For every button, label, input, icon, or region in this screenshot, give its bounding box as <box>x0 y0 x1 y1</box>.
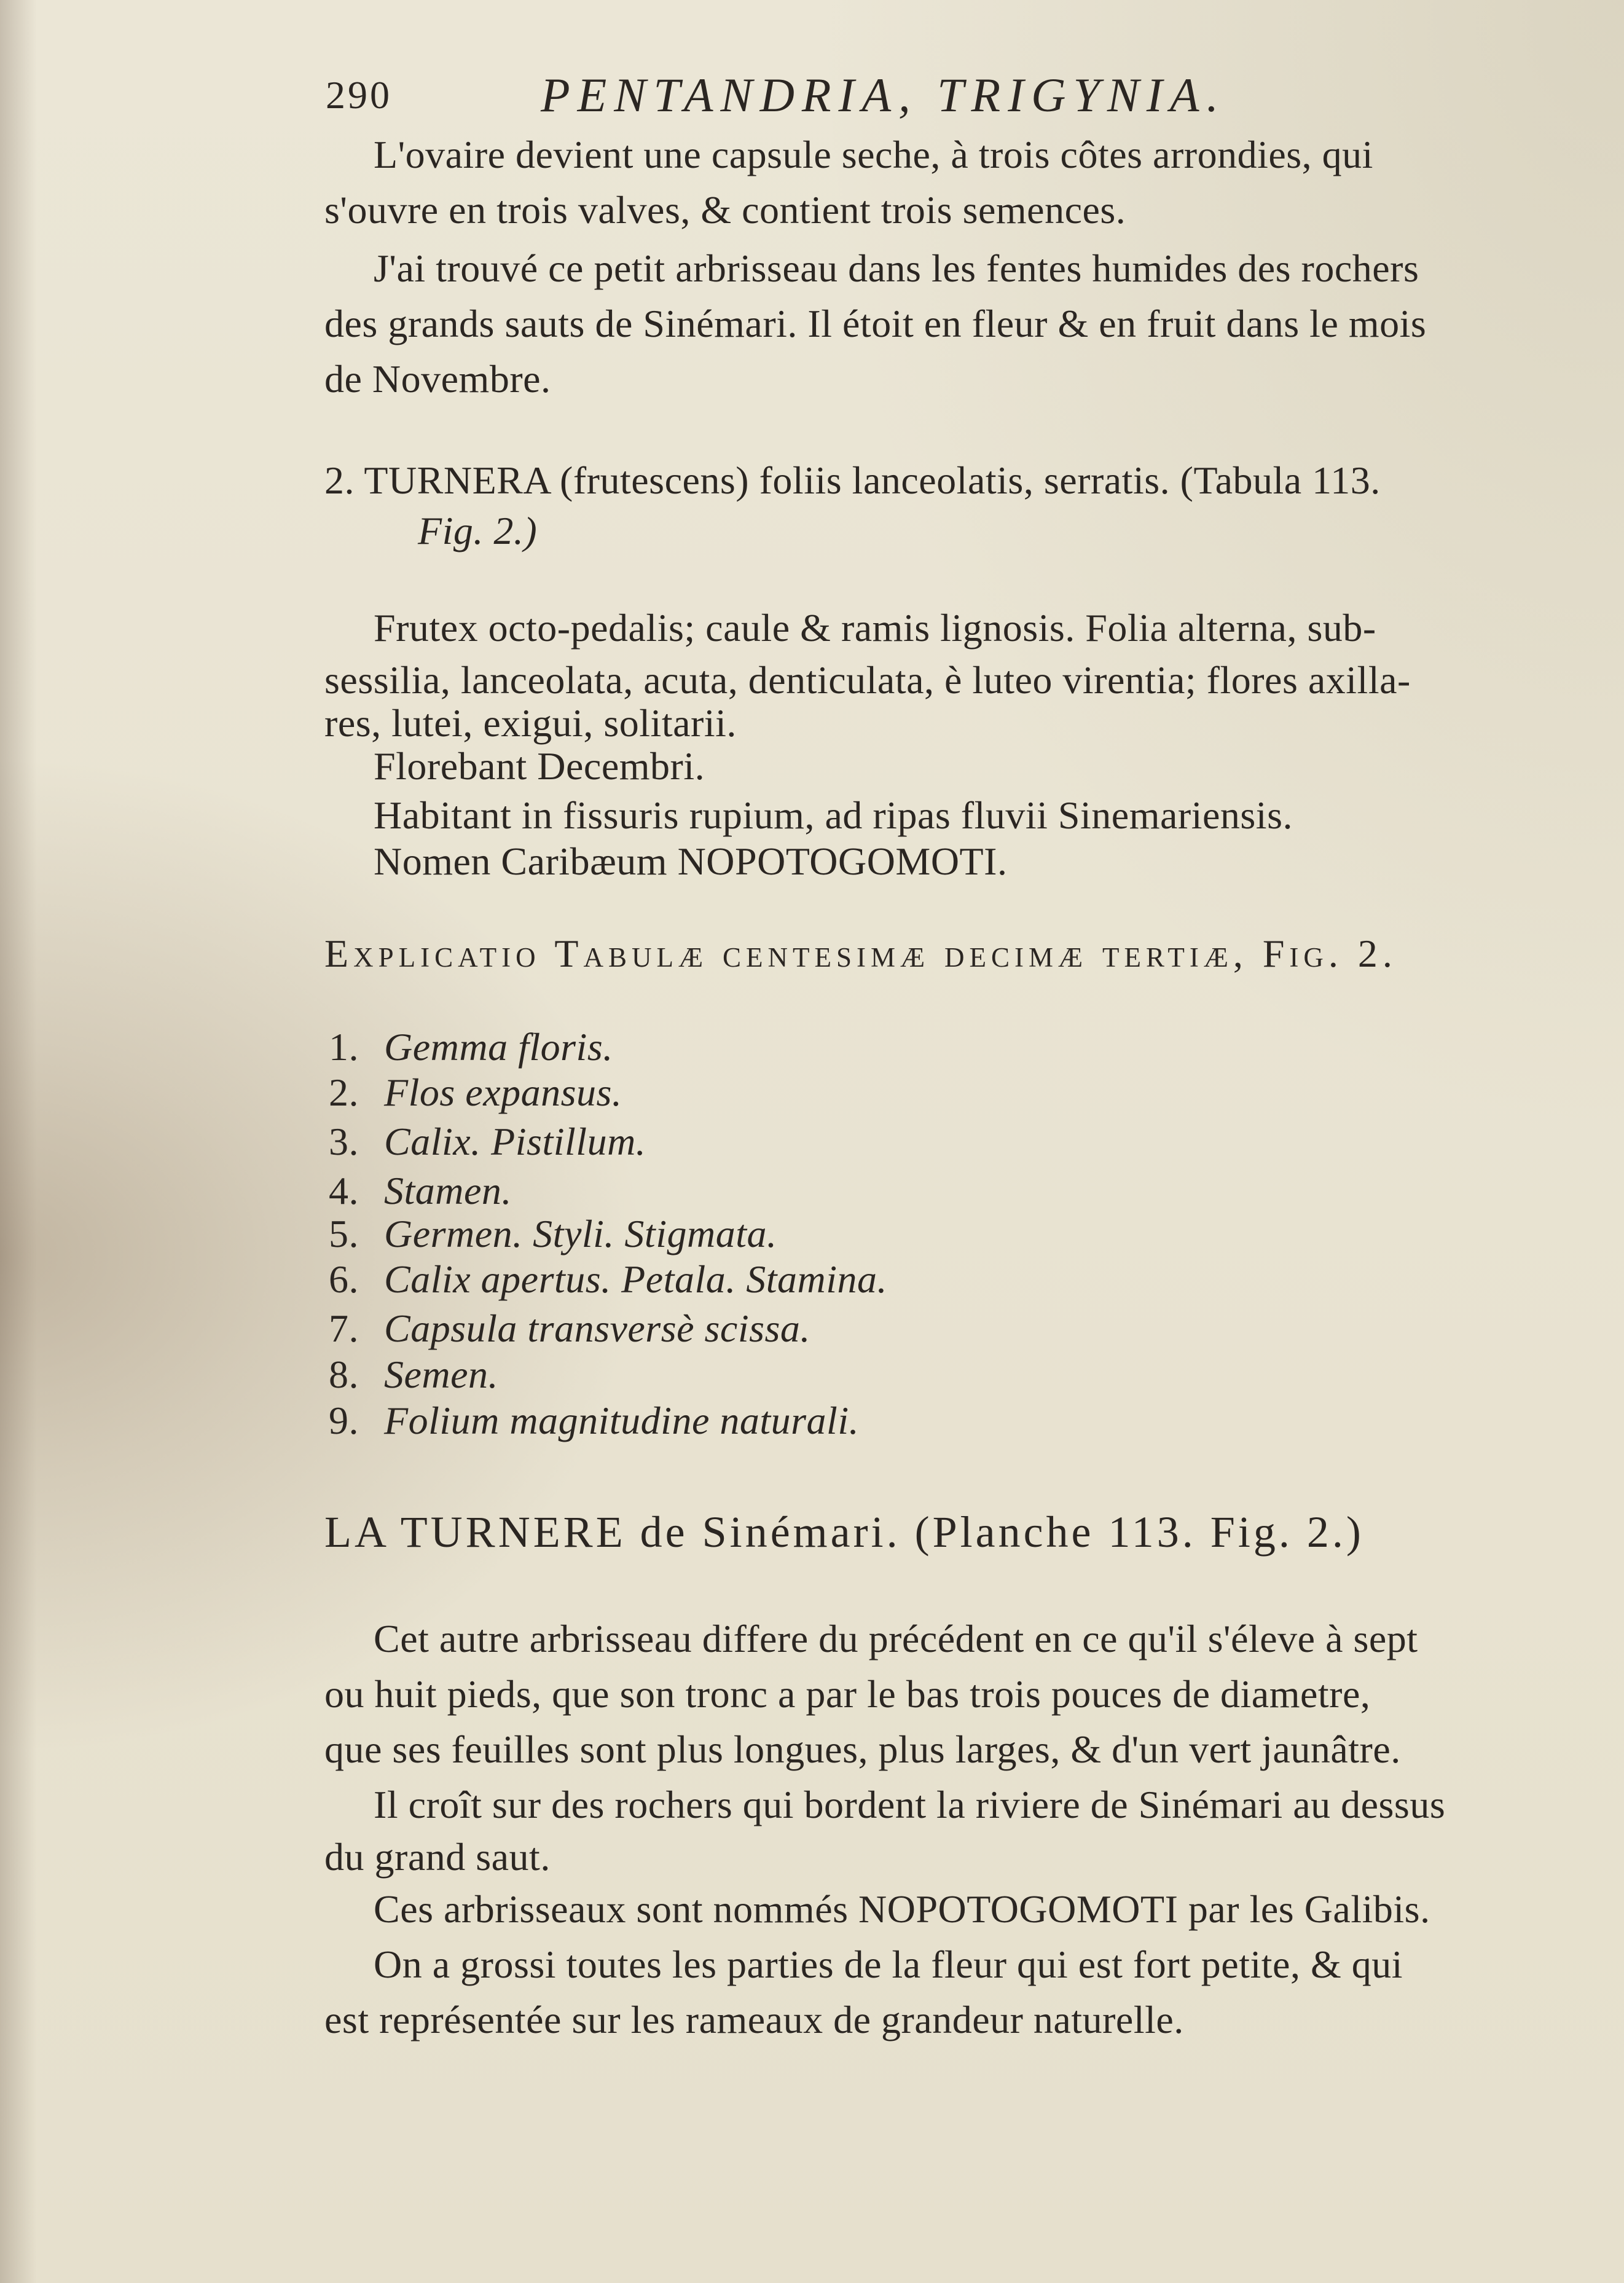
explicatio-item: 1. Gemma floris. <box>329 1025 613 1069</box>
explicatio-item: 8. Semen. <box>329 1353 499 1396</box>
french-line7: On a grossi toutes les parties de la fleur qui est fort petite, & qui <box>374 1943 1403 1986</box>
french-line5: du grand saut. <box>324 1835 551 1879</box>
explicatio-item: 6. Calix apertus. Petala. Stamina. <box>329 1257 887 1301</box>
para1-line1: L'ovaire devient une capsule seche, à trois côtes arrondies, qui <box>374 133 1373 176</box>
page-number: 290 <box>326 73 392 117</box>
explicatio-item: 5. Germen. Styli. Stigmata. <box>329 1212 777 1255</box>
explicatio-heading: Explicatio Tabulæ centesimæ decimæ tertiæ, Fig. 2. <box>324 932 1397 975</box>
explicatio-item: 4. Stamen. <box>329 1169 512 1212</box>
explicatio-item: 2. Flos expansus. <box>329 1071 622 1114</box>
explicatio-item: 9. Folium magnitudine naturali. <box>329 1399 860 1442</box>
page-header-title: PENTANDRIA, TRIGYNIA. <box>541 68 1226 122</box>
latin-line6: Nomen Caribæum NOPOTOGOMOTI. <box>374 839 1008 883</box>
para1-line2: s'ouvre en trois valves, & contient trois semences. <box>324 188 1126 232</box>
para2-line3: de Novembre. <box>324 357 551 401</box>
french-section-title: LA TURNERE de Sinémari. (Planche 113. Fig. 2.) <box>324 1507 1364 1557</box>
para2-line1: J'ai trouvé ce petit arbrisseau dans les fentes humides des rochers <box>374 246 1419 290</box>
french-line1: Cet autre arbrisseau differe du précédent en ce qu'il s'éleve à sept <box>374 1617 1418 1660</box>
latin-line5: Habitant in fissuris rupium, ad ripas fluvii Sinemariensis. <box>374 793 1293 837</box>
french-line6: Ces arbrisseaux sont nommés NOPOTOGOMOTI par les Galibis. <box>374 1887 1430 1931</box>
latin-line2: sessilia, lanceolata, acuta, denticulata, è luteo virentia; flores axilla- <box>324 658 1411 702</box>
french-line3: que ses feuilles sont plus longues, plus larges, & d'un vert jaunâtre. <box>324 1727 1401 1771</box>
latin-line4: Florebant Decembri. <box>374 744 705 788</box>
french-line2: ou huit pieds, que son tronc a par le bas trois pouces de diametre, <box>324 1672 1371 1716</box>
explicatio-item: 7. Capsula transversè scissa. <box>329 1307 810 1350</box>
para2-line2: des grands sauts de Sinémari. Il étoit en fleur & en fruit dans le mois <box>324 302 1427 345</box>
latin-line3: res, lutei, exigui, solitarii. <box>324 701 737 745</box>
species-line1: 2. TURNERA (frutescens) foliis lanceolatis, serratis. (Tabula 113. <box>324 458 1381 502</box>
explicatio-item: 3. Calix. Pistillum. <box>329 1120 646 1163</box>
latin-line1: Frutex octo-pedalis; caule & ramis lignosis. Folia alterna, sub- <box>374 606 1376 650</box>
gutter-shadow <box>0 0 37 2283</box>
french-line8: est représentée sur les rameaux de grandeur naturelle. <box>324 1998 1184 2041</box>
species-line2: Fig. 2.) <box>418 509 538 552</box>
french-line4: Il croît sur des rochers qui bordent la riviere de Sinémari au dessus <box>374 1783 1446 1826</box>
